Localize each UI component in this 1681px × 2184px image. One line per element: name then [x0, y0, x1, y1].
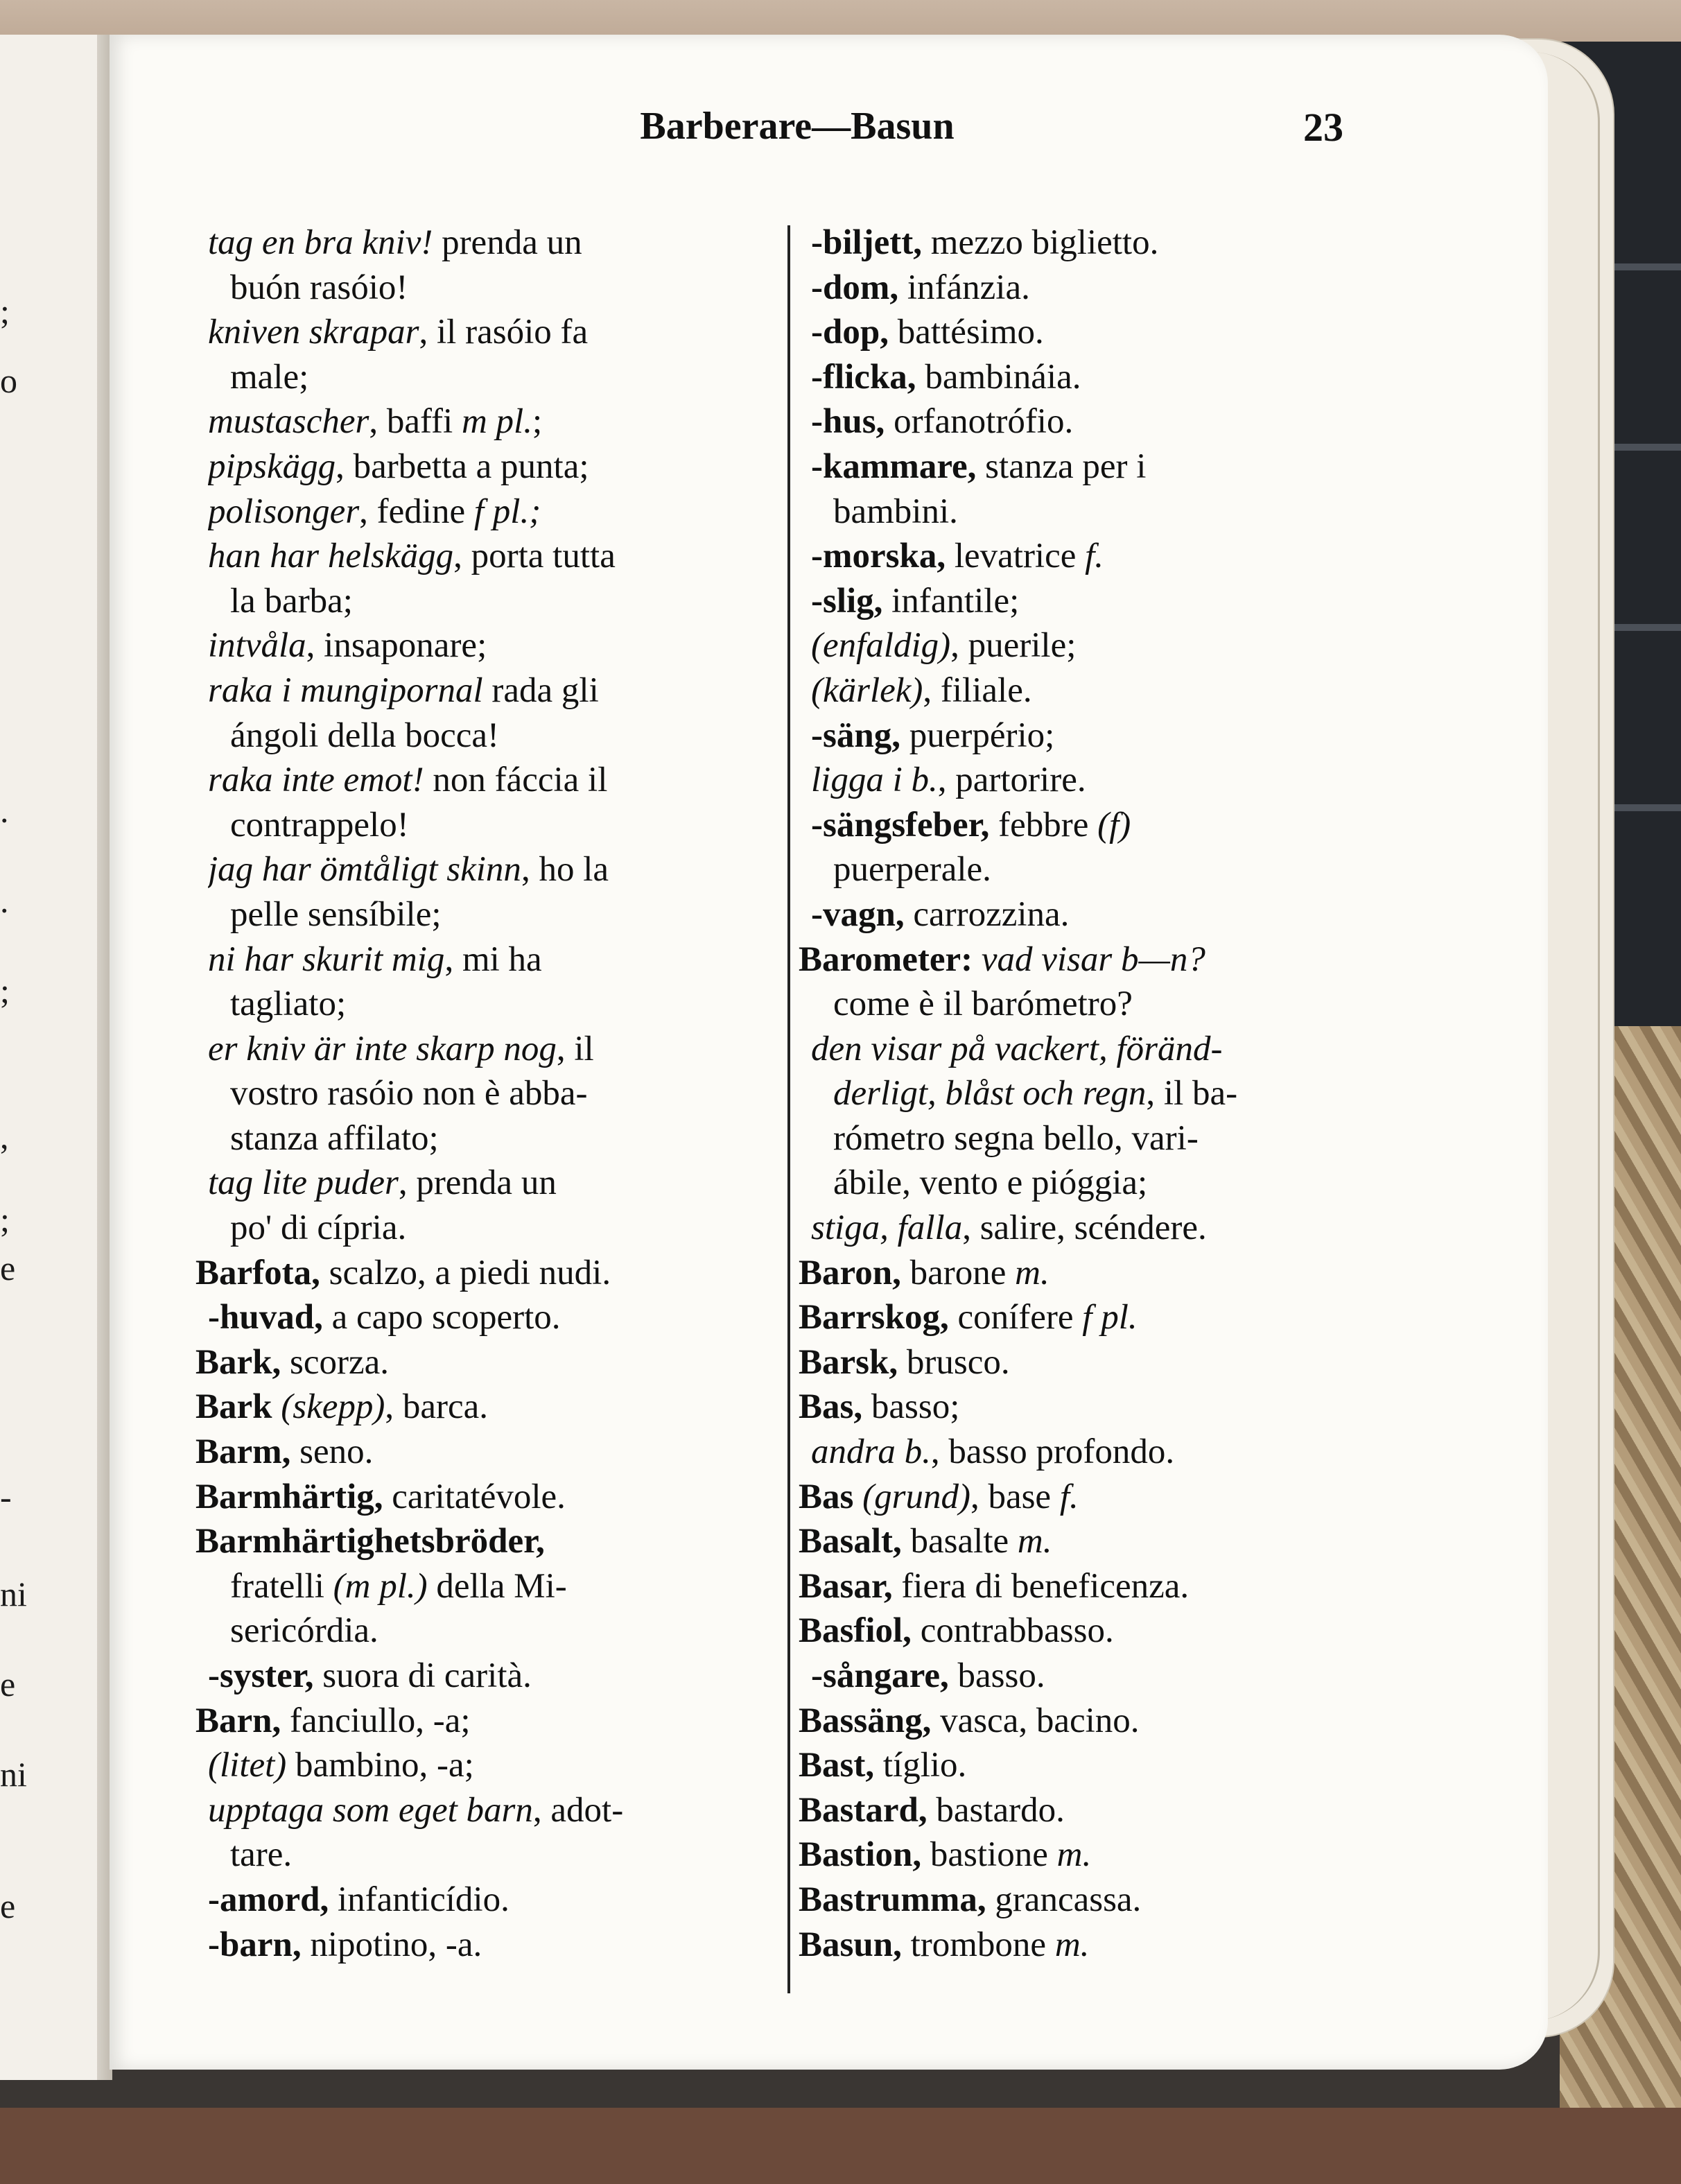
definition-text: infantile;: [882, 581, 1020, 621]
definition-text: vostro rasóio non è abba-: [230, 1074, 588, 1113]
definition-text: suora di carità.: [313, 1656, 532, 1695]
definition-text: , barbetta a punta;: [336, 447, 589, 486]
entry-headword-line: [799, 1743, 1366, 1788]
headword: -barn,: [208, 1925, 302, 1964]
definition-text: , puerile;: [950, 626, 1077, 666]
entry-subentry-line: [811, 713, 1366, 759]
left-facing-page: [0, 35, 104, 2080]
left-page-fragment: ;: [0, 292, 10, 331]
italic-text: stiga, falla: [811, 1208, 963, 1248]
definition-text: bastione: [921, 1835, 1057, 1875]
definition-text: fanciullo, -a;: [281, 1701, 471, 1740]
entry-headword-line: [799, 1564, 1366, 1609]
entry-subentry-line: [208, 1788, 773, 1833]
definition-text: caritatévole.: [383, 1477, 566, 1516]
definition-text: vasca, bacino.: [931, 1701, 1140, 1740]
headword: Bastion,: [799, 1835, 922, 1875]
headword: Basalt,: [799, 1522, 902, 1561]
headword: -biljett,: [811, 223, 923, 262]
italic-text: han har helskägg: [208, 537, 454, 576]
entry-headword-line: [799, 1699, 1366, 1744]
definition-text: bambini.: [833, 492, 958, 531]
definition-text: puerperale.: [833, 850, 991, 890]
definition-text: grancassa.: [986, 1880, 1142, 1919]
entry-continuation-line: [208, 803, 773, 848]
entry-continuation-line: [208, 579, 773, 624]
entry-subentry-line: [208, 1923, 773, 1968]
entry-subentry-line: [811, 1027, 1366, 1072]
definition-text: , adot-: [532, 1790, 624, 1830]
definition-text: , base: [970, 1477, 1060, 1516]
left-page-fragment: e: [0, 1665, 16, 1704]
italic-text: m.: [1015, 1253, 1049, 1292]
entry-subentry-line: [811, 534, 1366, 579]
italic-text: m.: [1017, 1522, 1052, 1561]
italic-text: f pl.;: [473, 492, 541, 531]
entry-continuation-line: [208, 1206, 773, 1251]
entry-headword-line: [799, 1923, 1366, 1968]
headword: Barrskog,: [799, 1298, 949, 1337]
entry-subentry-line: [208, 1654, 773, 1699]
headword: Bark,: [195, 1342, 281, 1382]
headword: -sångare,: [811, 1656, 949, 1695]
definition-text: , barca.: [385, 1387, 489, 1427]
italic-text: polisonger: [208, 492, 360, 531]
definition-text: barone: [900, 1253, 1016, 1292]
entry-headword-line: [799, 1609, 1366, 1654]
entry-continuation-line: [811, 1116, 1366, 1161]
entry-subentry-line: [811, 399, 1366, 444]
entry-continuation-line: [208, 1071, 773, 1116]
left-page-fragment: ,: [0, 1117, 9, 1156]
definition-text: rada gli: [491, 670, 599, 710]
definition-text: infanticídio.: [329, 1880, 509, 1919]
definition-text: prenda un: [442, 223, 582, 262]
entry-continuation-line: [208, 266, 773, 311]
definition-text: basalte: [901, 1522, 1018, 1561]
entry-subentry-line: [811, 1430, 1366, 1475]
entry-subentry-line: [811, 892, 1366, 937]
definition-text: , salire, scéndere.: [962, 1208, 1207, 1248]
headword: -sängsfeber,: [811, 805, 990, 844]
italic-text: intvåla: [208, 626, 306, 666]
definition-text: nipotino, -a.: [301, 1925, 482, 1964]
headword: -dom,: [811, 268, 899, 307]
definition-text: stanza per i: [976, 447, 1147, 486]
definition-text: fratelli: [230, 1566, 333, 1606]
italic-text: kniven skrapar: [208, 313, 419, 352]
entry-headword-line: [195, 1251, 773, 1296]
definition-text: , prenda un: [398, 1163, 557, 1203]
entry-subentry-line: [811, 266, 1366, 311]
definition-text: , basso profondo.: [930, 1432, 1175, 1472]
italic-text: m.: [1054, 1925, 1090, 1964]
definition-text: , ho la: [521, 850, 609, 890]
definition-text: bambináia.: [916, 357, 1081, 397]
entry-continuation-line: [811, 489, 1366, 535]
definition-text: seno.: [290, 1432, 374, 1472]
definition-text: rómetro segna bello, vari-: [833, 1118, 1199, 1158]
definition-text: mezzo biglietto.: [922, 223, 1159, 262]
entry-headword-line: [195, 1699, 773, 1744]
italic-text: upptaga som eget barn: [208, 1790, 533, 1830]
entry-subentry-line: [208, 399, 773, 444]
entry-subentry-line: [208, 534, 773, 579]
entry-headword-line: [799, 1385, 1366, 1430]
definition-text: trombone: [901, 1925, 1055, 1964]
definition-text: contrappelo!: [230, 805, 409, 844]
entry-continuation-line: [208, 1832, 773, 1878]
definition-text: , porta tutta: [453, 537, 616, 576]
definition-text: tagliato;: [230, 985, 347, 1024]
entry-headword-line: [195, 1519, 773, 1564]
headword: -morska,: [811, 537, 946, 576]
entry-headword-line: [195, 1475, 773, 1520]
definition-text: bastardo.: [927, 1790, 1065, 1830]
left-page-fragment: .: [0, 791, 9, 830]
entry-continuation-line: [811, 1071, 1366, 1116]
definition-text: po' di cípria.: [230, 1208, 407, 1248]
left-page-fragment: .: [0, 881, 9, 920]
entry-subentry-line: [811, 623, 1366, 668]
right-column: [799, 220, 1366, 1967]
headword: -amord,: [208, 1880, 329, 1919]
headword: Bas: [799, 1477, 863, 1516]
book-cover-edge: [0, 2108, 1681, 2184]
definition-text: fiera di beneficenza.: [892, 1566, 1190, 1606]
italic-text: m pl.: [461, 402, 532, 442]
definition-text: carrozzina.: [904, 894, 1070, 934]
definition-text: stanza affilato;: [230, 1118, 439, 1158]
definition-text: , fedine: [359, 492, 474, 531]
definition-text: come è il barómetro?: [833, 985, 1133, 1024]
entry-subentry-line: [811, 1654, 1366, 1699]
italic-text: derligt, blåst och regn: [833, 1074, 1147, 1113]
entry-subentry-line: [811, 444, 1366, 489]
entry-headword-line: [195, 1340, 773, 1385]
entry-continuation-line: [811, 847, 1366, 892]
entry-subentry-line: [208, 1295, 773, 1340]
entry-headword-line: [799, 1519, 1366, 1564]
entry-subentry-line: [208, 444, 773, 489]
headword: -slig,: [811, 581, 883, 621]
left-page-fragment: o: [0, 361, 17, 400]
left-page-fragment: e: [0, 1887, 16, 1925]
definition-text: pelle sensíbile;: [230, 894, 442, 934]
italic-text: tag lite puder: [208, 1163, 399, 1203]
headword: -kammare,: [811, 447, 977, 486]
definition-text: puerpério;: [900, 716, 1055, 755]
entry-headword-line: [799, 937, 1366, 982]
definition-text: battésimo.: [888, 313, 1044, 352]
definition-text: a capo scoperto.: [322, 1298, 561, 1337]
definition-text: la barba;: [230, 581, 353, 621]
entry-subentry-line: [208, 1161, 773, 1206]
entry-headword-line: [799, 1878, 1366, 1923]
definition-text: conífere: [948, 1298, 1083, 1337]
headword: Barsk,: [799, 1342, 898, 1382]
italic-text: (grund): [862, 1477, 970, 1516]
italic-text: (litet): [208, 1746, 287, 1785]
italic-text: (f): [1097, 805, 1131, 844]
italic-text: tag en bra kniv!: [208, 223, 442, 262]
entry-headword-line: [799, 1295, 1366, 1340]
definition-text: sericórdia.: [230, 1611, 378, 1651]
entry-subentry-line: [208, 668, 773, 713]
entry-subentry-line: [208, 847, 773, 892]
italic-text: (skepp): [281, 1387, 385, 1427]
entry-subentry-line: [811, 668, 1366, 713]
italic-text: raka inte emot!: [208, 761, 433, 800]
definition-text: , baffi: [369, 402, 462, 442]
headword: Basun,: [799, 1925, 902, 1964]
entry-subentry-line: [811, 579, 1366, 624]
left-page-fragment: ni: [0, 1755, 27, 1794]
entry-headword-line: [799, 1340, 1366, 1385]
headword: Basar,: [799, 1566, 893, 1606]
definition-text: , mi ha: [444, 939, 542, 979]
headword: Bassäng,: [799, 1701, 932, 1740]
entry-continuation-line: [208, 1564, 773, 1609]
left-page-fragment: e: [0, 1249, 16, 1288]
entry-continuation-line: [208, 1609, 773, 1654]
definition-text: ábile, vento e pióggia;: [833, 1163, 1148, 1203]
page-number: 23: [1303, 105, 1343, 150]
entry-subentry-line: [208, 623, 773, 668]
running-head: Barberare—Basun: [640, 105, 955, 148]
italic-text: pipskägg: [208, 447, 336, 486]
definition-text: tíglio.: [874, 1746, 967, 1785]
headword: -dop,: [811, 313, 889, 352]
entry-subentry-line: [811, 758, 1366, 803]
headword: -hus,: [811, 402, 885, 442]
definition-text: , partorire.: [937, 761, 1086, 800]
entry-subentry-line: [208, 1878, 773, 1923]
headword: -huvad,: [208, 1298, 323, 1337]
definition-text: non fáccia il: [433, 761, 608, 800]
headword: -vagn,: [811, 894, 905, 934]
definition-text: ;: [532, 402, 543, 442]
headword: Barometer:: [799, 939, 982, 979]
left-page-fragment: ni: [0, 1575, 27, 1613]
left-page-fragment: -: [0, 1477, 12, 1516]
entry-subentry-line: [811, 1206, 1366, 1251]
headword: Barmhärtighetsbröder,: [195, 1522, 545, 1561]
definition-text: contrabbasso.: [911, 1611, 1114, 1651]
headword: Barmhärtig,: [195, 1477, 383, 1516]
definition-text: levatrice: [946, 537, 1086, 576]
entry-subentry-line: [208, 489, 773, 535]
entry-continuation-line: [208, 713, 773, 759]
entry-subentry-line: [811, 220, 1366, 266]
entry-continuation-line: [208, 892, 773, 937]
headword: Bas,: [799, 1387, 863, 1427]
italic-text: (m pl.): [333, 1566, 428, 1606]
italic-text: mustascher: [208, 402, 369, 442]
italic-text: f.: [1085, 537, 1104, 576]
headword: Bastrumma,: [799, 1880, 986, 1919]
italic-text: andra b.: [811, 1432, 931, 1472]
definition-text: scalzo, a piedi nudi.: [320, 1253, 611, 1292]
italic-text: ni har skurit mig: [208, 939, 445, 979]
headword: Bast,: [799, 1746, 875, 1785]
definition-text: infánzia.: [898, 268, 1030, 307]
entry-subentry-line: [208, 310, 773, 355]
headword: Bastard,: [799, 1790, 927, 1830]
headword: -flicka,: [811, 357, 916, 397]
headword: -syster,: [208, 1656, 314, 1695]
italic-text: (enfaldig): [811, 626, 951, 666]
entry-subentry-line: [208, 220, 773, 266]
definition-text: ángoli della bocca!: [230, 716, 499, 755]
entry-subentry-line: [208, 937, 773, 982]
entry-subentry-line: [811, 355, 1366, 400]
definition-text: bambino, -a;: [286, 1746, 474, 1785]
definition-text: , il: [556, 1029, 594, 1068]
italic-text: ligga i b.: [811, 761, 938, 800]
entry-subentry-line: [811, 803, 1366, 848]
definition-text: basso.: [948, 1656, 1045, 1695]
entry-headword-line: [195, 1385, 773, 1430]
headword: Barfota,: [195, 1253, 320, 1292]
entry-subentry-line: [208, 1027, 773, 1072]
italic-text: jag har ömtåligt skinn: [208, 850, 521, 890]
italic-text: vad visar b—n?: [981, 939, 1205, 979]
entry-continuation-line: [208, 982, 773, 1027]
definition-text: tare.: [230, 1835, 293, 1875]
entry-headword-line: [799, 1832, 1366, 1878]
left-page-fragment: ;: [0, 971, 10, 1010]
definition-text: buón rasóio!: [230, 268, 408, 307]
column-divider: [787, 225, 790, 1993]
definition-text: orfanotrófio.: [885, 402, 1074, 442]
headword: Basfiol,: [799, 1611, 912, 1651]
entry-subentry-line: [208, 1743, 773, 1788]
entry-continuation-line: [811, 1161, 1366, 1206]
definition-text: male;: [230, 357, 309, 397]
definition-text: della Mi-: [427, 1566, 567, 1606]
entry-subentry-line: [811, 310, 1366, 355]
italic-text: f pl.: [1082, 1298, 1138, 1337]
entry-continuation-line: [208, 355, 773, 400]
entry-headword-line: [799, 1475, 1366, 1520]
definition-text: basso;: [862, 1387, 960, 1427]
italic-text: m.: [1056, 1835, 1092, 1875]
definition-text: , il ba-: [1146, 1074, 1238, 1113]
headword: Barn,: [195, 1701, 281, 1740]
headword: -säng,: [811, 716, 900, 755]
definition-text: , insaponare;: [306, 626, 487, 666]
entry-headword-line: [799, 1251, 1366, 1296]
left-column: [195, 220, 773, 1967]
italic-text: (kärlek): [811, 670, 923, 710]
left-page-fragment: ;: [0, 1200, 10, 1239]
italic-text: f.: [1059, 1477, 1079, 1516]
definition-text: , filiale.: [923, 670, 1032, 710]
entry-continuation-line: [811, 982, 1366, 1027]
definition-text: brusco.: [898, 1342, 1010, 1382]
definition-text: scorza.: [281, 1342, 390, 1382]
italic-text: er kniv är inte skarp nog: [208, 1029, 557, 1068]
entry-continuation-line: [208, 1116, 773, 1161]
headword: Bark: [195, 1387, 281, 1427]
definition-text: febbre: [989, 805, 1098, 844]
italic-text: den visar på vackert, föränd-: [811, 1029, 1223, 1068]
entry-headword-line: [195, 1430, 773, 1475]
entry-headword-line: [799, 1788, 1366, 1833]
definition-text: , il rasóio fa: [419, 313, 589, 352]
entry-subentry-line: [208, 758, 773, 803]
italic-text: raka i mungipornal: [208, 670, 492, 710]
headword: Barm,: [195, 1432, 291, 1472]
headword: Baron,: [799, 1253, 901, 1292]
